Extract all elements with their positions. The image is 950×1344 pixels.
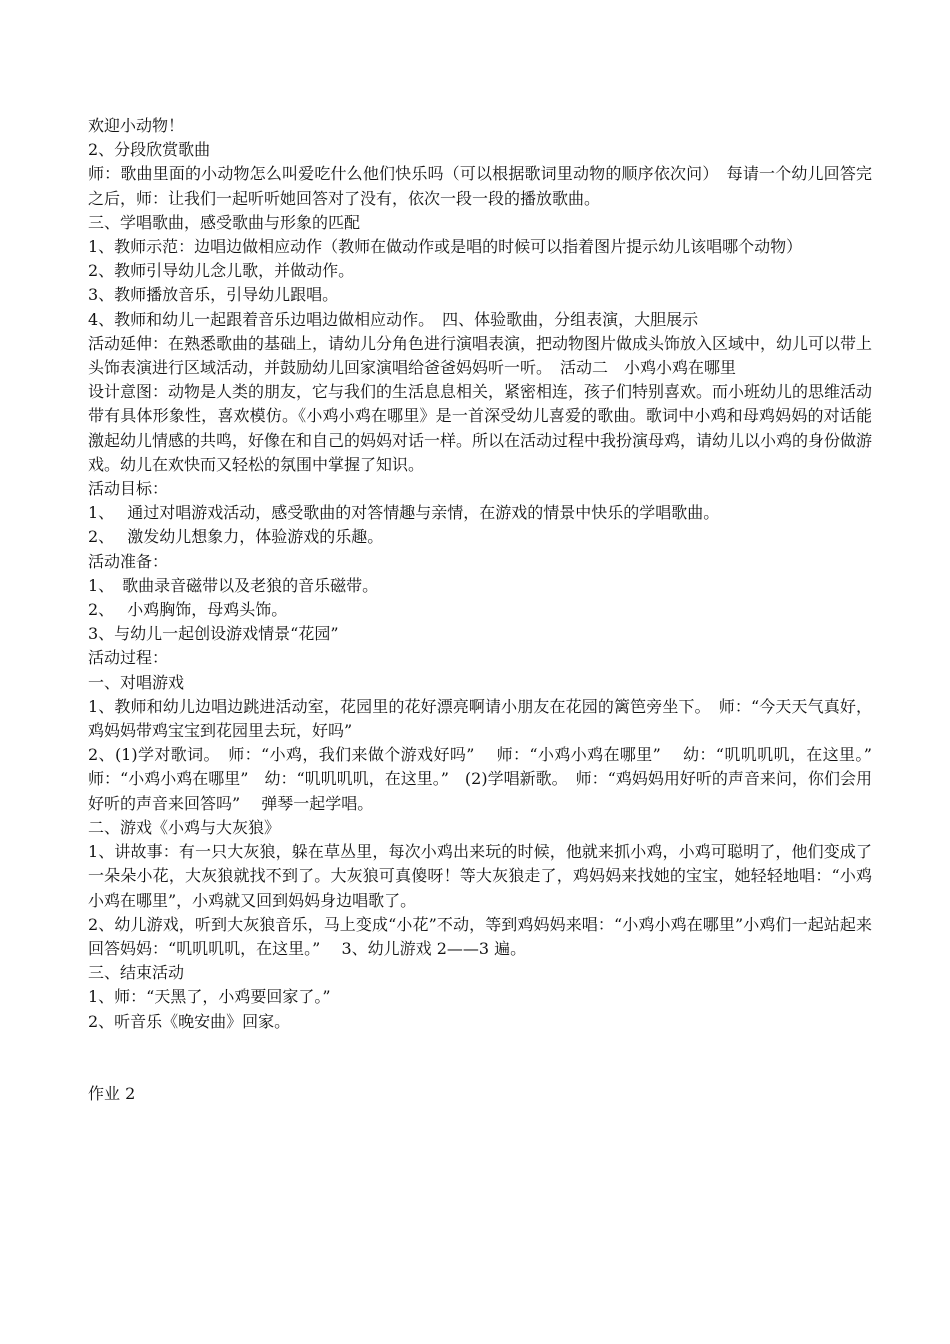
text-line: 2、(1)学对歌词。 师：“小鸡，我们来做个游戏好吗” 师：“小鸡小鸡在哪里” 幼：“叽叽叽叽，在这里。” 师：“小鸡小鸡在哪里” 幼：“叽叽叽叽，在这里。” (2)学唱新歌。 师：“鸡妈妈用好听的声音来问，你们会用好听的声音来回答吗” 弹琴一起学唱。 bbox=[88, 745, 889, 813]
text-line: 2、 激发幼儿想象力，体验游戏的乐趣。 bbox=[88, 527, 384, 547]
text-line: 活动延伸：在熟悉歌曲的基础上，请幼儿分角色进行演唱表演，把动物图片做成头饰放入区域中，幼儿可以带上头饰表演进行区域活动，并鼓励幼儿回家演唱给爸爸妈妈听一听。 活动二 小鸡小鸡在哪里 bbox=[88, 333, 873, 378]
text-line: 二、游戏《小鸡与大灰狼》 bbox=[88, 817, 281, 837]
footer-heading: 作业 2 bbox=[88, 1083, 136, 1103]
text-line: 活动准备： bbox=[88, 551, 169, 571]
text-line: 2、分段欣赏歌曲 bbox=[88, 140, 211, 160]
text-line: 1、教师示范：边唱边做相应动作（教师在做动作或是唱的时候可以指着图片提示幼儿该唱哪个动物） bbox=[88, 237, 803, 257]
text-line: 4、教师和幼儿一起跟着音乐边唱边做相应动作。 四、体验歌曲，分组表演，大胆展示 bbox=[88, 309, 699, 329]
text-line: 活动目标： bbox=[88, 479, 169, 499]
document-page bbox=[88, 114, 889, 1106]
text-line: 欢迎小动物！ bbox=[88, 116, 185, 135]
text-line: 师：歌曲里面的小动物怎么叫爱吃什么他们快乐吗（可以根据歌词里动物的顺序依次问） 每请一个幼儿回答完之后，师：让我们一起听听她回答对了没有，依次一段一段的播放歌曲。 bbox=[88, 164, 872, 208]
text-line: 2、听音乐《晚安曲》回家。 bbox=[88, 1011, 291, 1031]
text-line: 活动过程： bbox=[88, 648, 169, 668]
text-line: 2、教师引导幼儿念儿歌，并做动作。 bbox=[88, 261, 355, 281]
text-line: 1、教师和幼儿边唱边跳进活动室，花园里的花好漂亮啊请小朋友在花园的篱笆旁坐下。 师：“今天天气真好，鸡妈妈带鸡宝宝到花园里去玩，好吗” bbox=[88, 696, 872, 741]
text-line: 1、讲故事：有一只大灰狼，躲在草丛里，每次小鸡出来玩的时候，他就来抓小鸡，小鸡可聪明了，他们变成了一朵朵小花，大灰狼就找不到了。大灰狼可真傻呀！等大灰狼走了，鸡妈妈来找她的宝宝，她轻轻地唱：“小鸡小鸡在哪里”，小鸡就又回到妈妈身边唱歌了。 bbox=[88, 842, 872, 910]
text-line: 1、师：“天黑了，小鸡要回家了。” bbox=[88, 987, 331, 1007]
text-line: 2、 小鸡胸饰，母鸡头饰。 bbox=[88, 600, 288, 620]
text-line: 三、结束活动 bbox=[88, 963, 185, 983]
text-line: 三、学唱歌曲，感受歌曲与形象的匹配 bbox=[88, 212, 361, 232]
blank-space bbox=[88, 1034, 872, 1082]
text-line: 2、幼儿游戏，听到大灰狼音乐，马上变成“小花”不动，等到鸡妈妈来唱：“小鸡小鸡在哪里”小鸡们一起站起来回答妈妈：“叽叽叽叽，在这里。” 3、幼儿游戏 2——3 遍。 bbox=[88, 914, 872, 958]
text-line: 设计意图：动物是人类的朋友，它与我们的生活息息相关，紧密相连，孩子们特别喜欢。而小班幼儿的思维活动带有具体形象性，喜欢模仿。《小鸡小鸡在哪里》是一首深受幼儿喜爱的歌曲。歌词中小鸡和母鸡妈妈的对话能激起幼儿情感的共鸣，好像在和自己的妈妈对话一样。所以在活动过程中我扮演母鸡，请幼儿以小鸡的身份做游戏。幼儿在欢快而又轻松的氛围中掌握了知识。 bbox=[88, 382, 873, 474]
text-line: 1、 歌曲录音磁带以及老狼的音乐磁带。 bbox=[88, 575, 379, 595]
text-line: 1、 通过对唱游戏活动，感受歌曲的对答情趣与亲情，在游戏的情景中快乐的学唱歌曲。 bbox=[88, 503, 720, 523]
text-line: 3、与幼儿一起创设游戏情景“花园” bbox=[88, 624, 339, 644]
text-line: 一、对唱游戏 bbox=[88, 672, 185, 692]
text-line: 3、教师播放音乐，引导幼儿跟唱。 bbox=[88, 285, 339, 305]
